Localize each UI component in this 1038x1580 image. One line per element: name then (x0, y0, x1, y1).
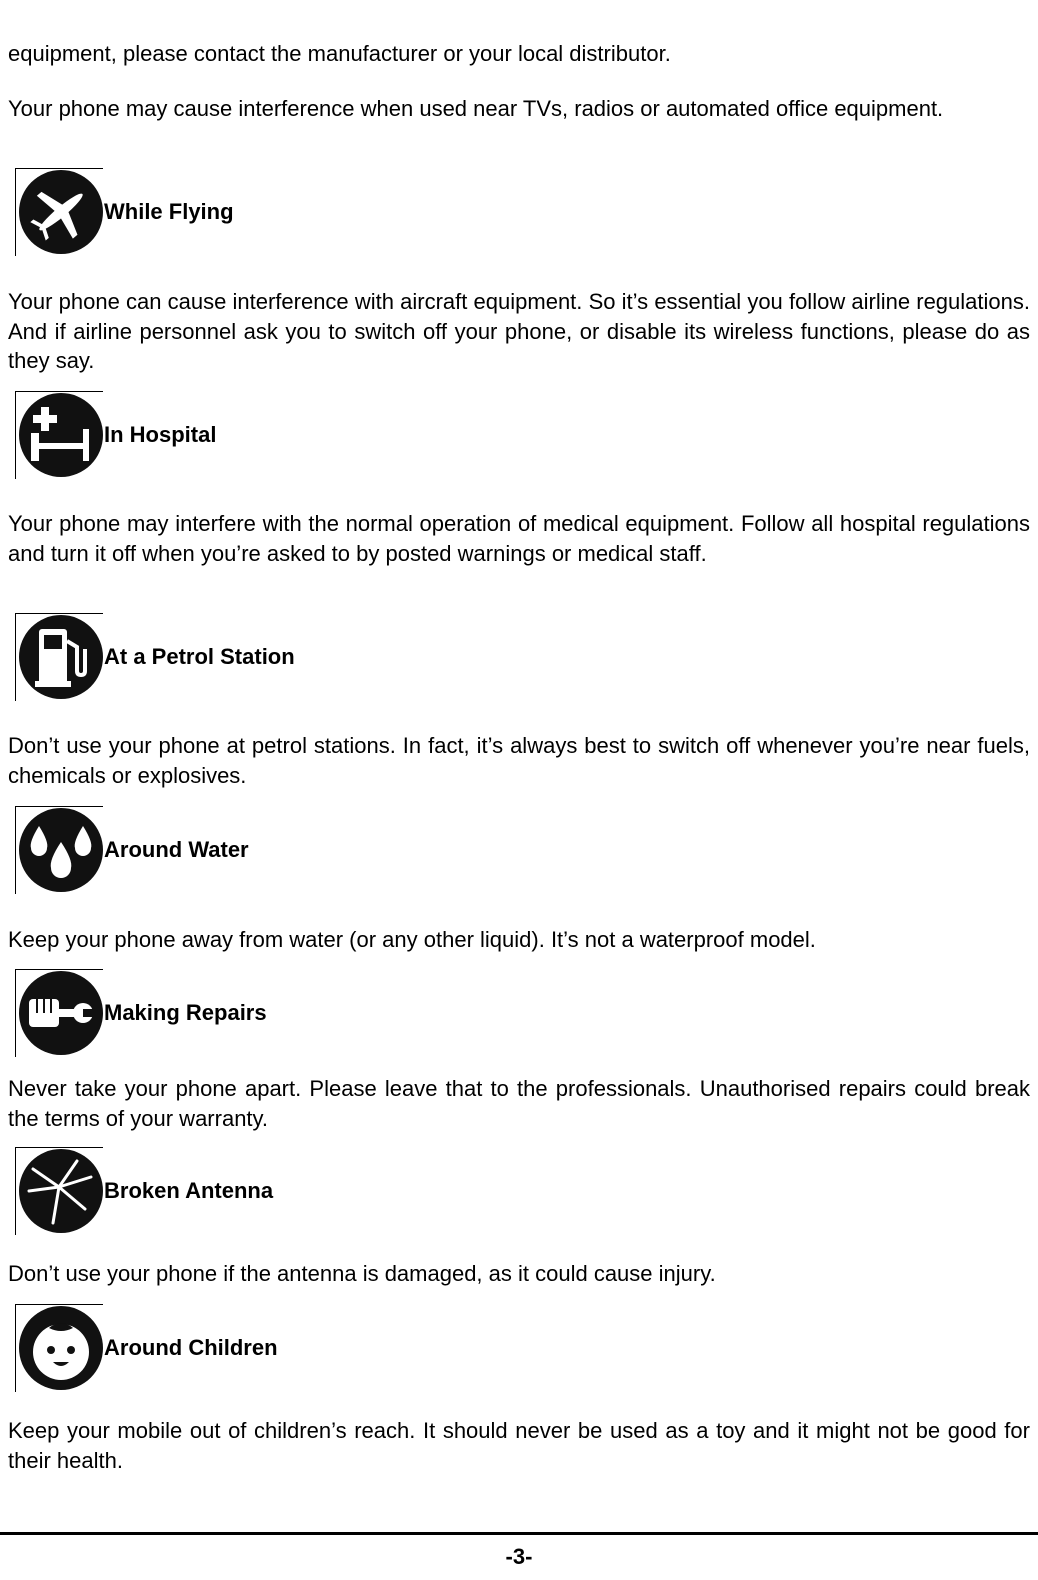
section-heading-making-repairs (15, 969, 415, 1057)
broken-antenna-icon (15, 1147, 103, 1235)
section-heading-petrol-station (15, 613, 415, 701)
section-heading-in-hospital (15, 391, 415, 479)
paragraph-intro-continued: equipment, please contact the manufacturer or your local distributor. (8, 41, 671, 66)
paragraph-broken-antenna: Don’t use your phone if the antenna is damaged, as it could cause injury. (8, 1261, 716, 1286)
section-heading-broken-antenna (15, 1147, 415, 1235)
airplane-icon (15, 168, 103, 256)
section-title: While Flying (104, 199, 234, 224)
section-heading-around-children (15, 1304, 415, 1392)
section-title: Broken Antenna (104, 1178, 274, 1203)
hospital-bed-icon (15, 391, 103, 479)
paragraph-interference: Your phone may cause interference when used near TVs, radios or automated office equipment. (8, 96, 944, 121)
paragraph-petrol-station: Don’t use your phone at petrol stations. In fact, it’s always best to switch off whenever you’re near fuels, chemicals or explosives. (8, 733, 1030, 788)
fuel-pump-icon (15, 613, 103, 701)
water-drops-icon (15, 806, 103, 894)
section-title: At a Petrol Station (104, 644, 295, 669)
section-title: Around Children (104, 1335, 278, 1360)
paragraph-around-children: Keep your mobile out of children’s reach. It should never be used as a toy and it might not be good for their health. (8, 1418, 1030, 1473)
section-title: Around Water (104, 837, 249, 862)
paragraph-in-hospital: Your phone may interfere with the normal operation of medical equipment. Follow all hospital regulations and turn it off when you’re asked to by posted warnings or medical staff. (8, 511, 1030, 566)
section-title: In Hospital (104, 422, 217, 447)
paragraph-while-flying: Your phone can cause interference with aircraft equipment. So it’s essential you follow airline regulations. And if airline personnel ask you to switch off your phone, or disable its wireless functions, please do as they say. (8, 289, 1030, 374)
section-title: Making Repairs (104, 1000, 267, 1025)
footer-rule (0, 1532, 1038, 1535)
paragraph-making-repairs: Never take your phone apart. Please leave that to the professionals. Unauthorised repairs could break the terms of your warranty. (8, 1076, 1030, 1131)
baby-face-icon (15, 1304, 103, 1392)
section-heading-around-water (15, 806, 415, 894)
section-heading-while-flying (15, 168, 415, 256)
page-number: -3- (505, 1544, 533, 1569)
paragraph-around-water: Keep your phone away from water (or any other liquid). It’s not a waterproof model. (8, 927, 816, 952)
fist-wrench-icon (15, 969, 103, 1057)
